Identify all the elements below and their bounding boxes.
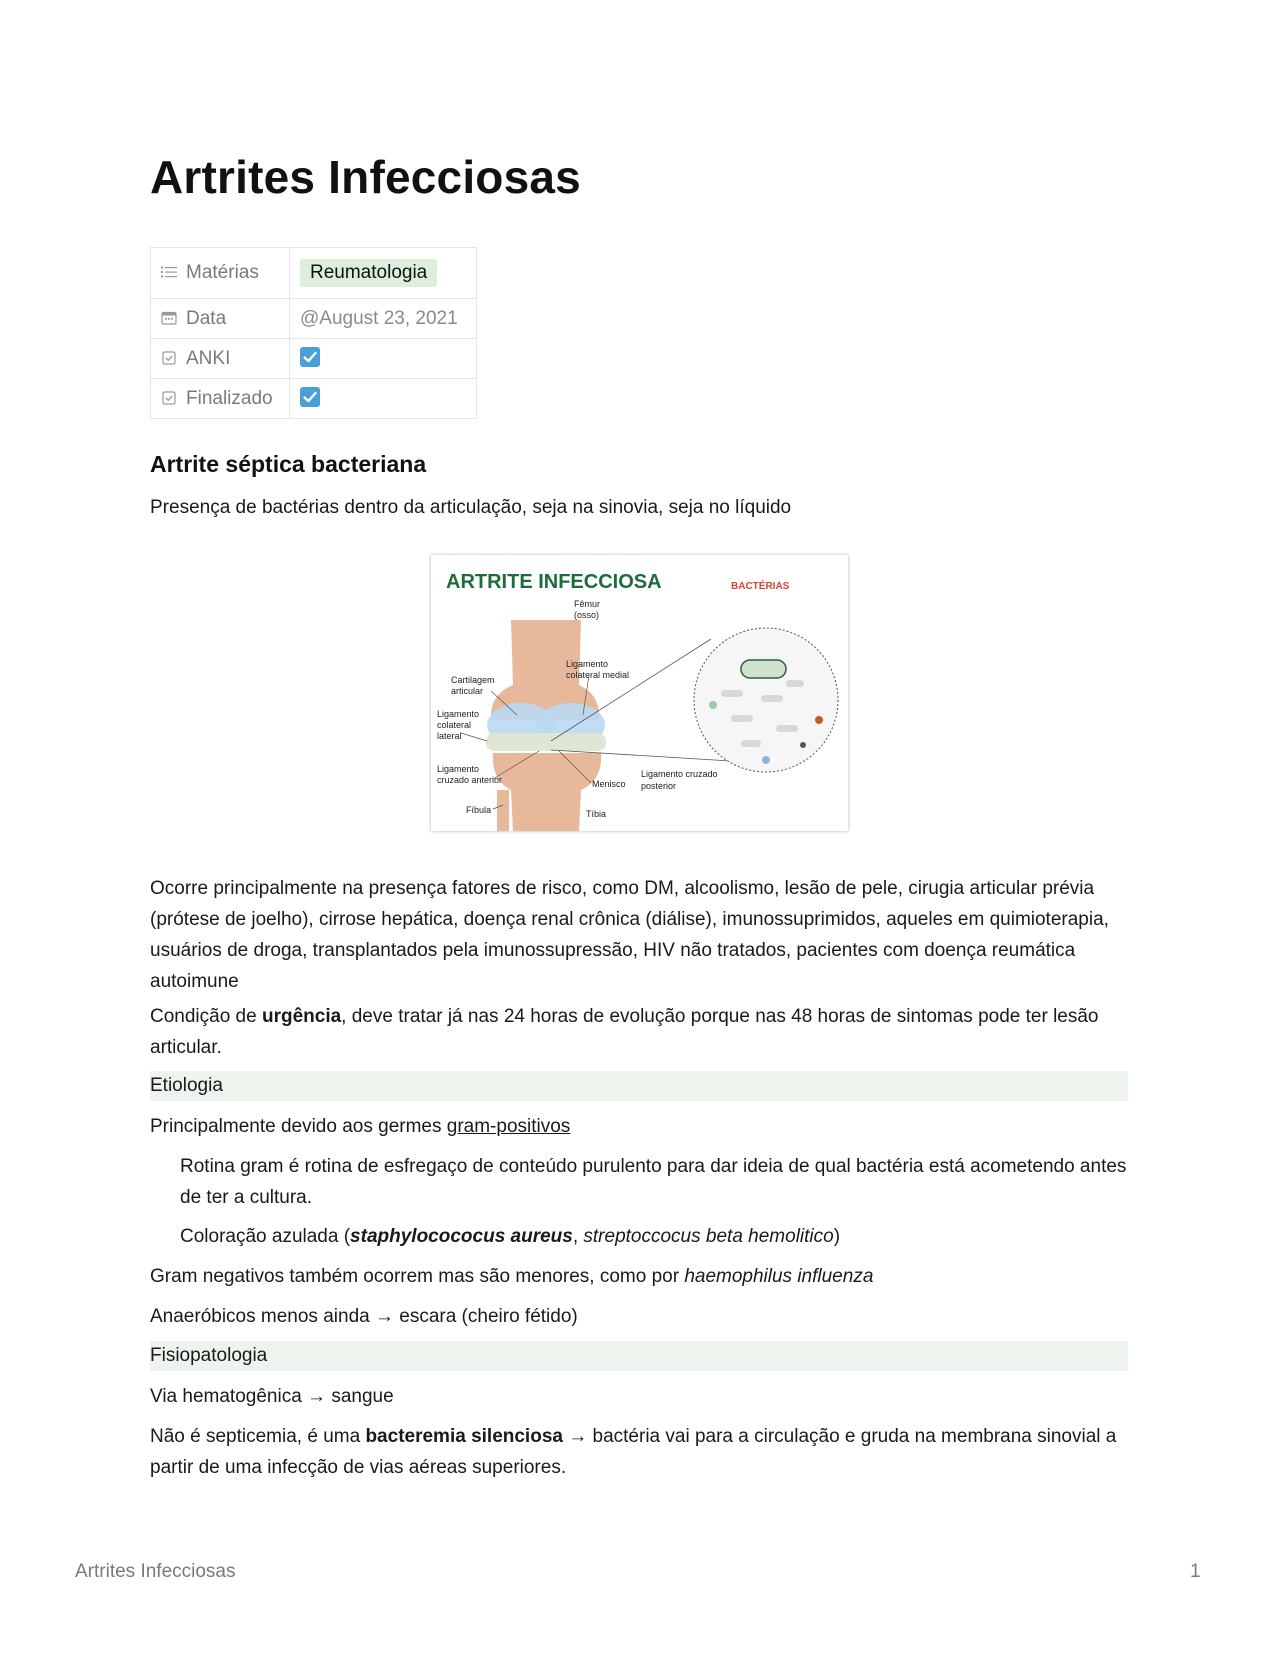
svg-text:Ligamento cruzado: Ligamento cruzado	[641, 769, 718, 779]
svg-text:(osso): (osso)	[574, 610, 600, 620]
property-row-materias	[151, 248, 477, 299]
property-value[interactable]	[290, 299, 477, 339]
bacterium	[731, 715, 753, 722]
bacterium	[721, 690, 743, 697]
property-row-anki	[151, 339, 477, 379]
coloracao-paragraph: Coloração azulada (staphylocococus aureus, streptoccocus beta hemolitico)	[180, 1226, 841, 1247]
bacterium-large	[741, 660, 786, 678]
property-value[interactable]	[290, 248, 477, 299]
property-label: Matérias	[151, 248, 290, 299]
bacterium	[786, 680, 804, 687]
knee-diagram-figure	[431, 555, 848, 831]
gram-positivos-link[interactable]: gram-positivos	[446, 1116, 571, 1137]
svg-text:lateral: lateral	[437, 731, 462, 741]
rotina-paragraph: Rotina gram é rotina de esfregaço de conteúdo purulento para dar ideia de qual bactéria está acometendo antes de ter a cultura.	[180, 1156, 1127, 1208]
calendar-icon	[161, 311, 177, 325]
property-row-data	[151, 299, 477, 339]
via-paragraph: Via hematogênica → sangue	[150, 1386, 394, 1407]
fisiopatologia-heading: Fisiopatologia	[150, 1341, 1128, 1371]
figure-title: ARTRITE INFECCIOSA	[446, 571, 662, 593]
property-value	[290, 379, 477, 419]
bacteria-label: BACTÉRIAS	[731, 581, 790, 592]
svg-text:Cartilagem: Cartilagem	[451, 675, 495, 685]
anaerobicos-paragraph: Anaeróbicos menos ainda → escara (cheiro fétido)	[150, 1306, 578, 1327]
subject-tag[interactable]: Reumatologia	[300, 259, 437, 287]
septicemia-paragraph: Não é septicemia, é uma bacteremia silenciosa → bactéria vai para a circulação e gruda na membrana sinovial a partir de uma infecção de vias aéreas superiores.	[150, 1426, 1117, 1478]
bacterium	[761, 695, 783, 702]
checkbox-icon	[161, 351, 177, 365]
svg-text:colateral: colateral	[437, 720, 472, 730]
gram-negativos-paragraph: Gram negativos também ocorrem mas são menores, como por haemophilus influenza	[150, 1266, 874, 1287]
bacterium	[800, 742, 806, 748]
bacterium	[776, 725, 798, 732]
etiologia-heading: Etiologia	[150, 1071, 1128, 1101]
checkbox-icon	[161, 391, 177, 405]
urgency-paragraph: Condição de urgência, deve tratar já nas 24 horas de evolução porque nas 48 horas de sintomas pode ter lesão articular.	[150, 1006, 1099, 1058]
bacterium	[741, 740, 761, 747]
svg-text:colateral medial: colateral medial	[566, 670, 630, 680]
intro-paragraph: Presença de bactérias dentro da articulação, seja na sinovia, seja no líquido	[150, 497, 792, 518]
svg-text:posterior: posterior	[641, 781, 677, 791]
check-icon	[300, 387, 320, 407]
check-icon	[300, 347, 320, 367]
property-row-finalizado	[151, 379, 477, 419]
tibia-bone	[493, 753, 601, 831]
properties-table	[150, 247, 477, 419]
date-value[interactable]: @August 23, 2021	[300, 307, 458, 329]
page-number: 1	[1190, 1561, 1201, 1582]
bacterium	[815, 716, 823, 724]
svg-text:Ligamento: Ligamento	[437, 709, 480, 719]
svg-text:Tíbia: Tíbia	[586, 809, 607, 819]
page-title: Artrites Infecciosas	[150, 151, 581, 203]
list-icon	[161, 265, 177, 279]
svg-text:Menisco: Menisco	[592, 779, 626, 789]
gram-paragraph: Principalmente devido aos germes gram-positivos	[150, 1116, 571, 1137]
knee-diagram	[431, 555, 848, 831]
property-value	[290, 339, 477, 379]
joint-capsule	[486, 733, 606, 751]
footer-title: Artrites Infecciosas	[75, 1561, 236, 1582]
finalizado-checkbox[interactable]	[300, 387, 320, 407]
property-label: ANKI	[151, 339, 290, 379]
section-heading: Artrite séptica bacteriana	[150, 451, 427, 477]
svg-text:articular: articular	[451, 686, 484, 696]
fibula-bone	[497, 790, 509, 831]
svg-text:Ligamento: Ligamento	[566, 659, 609, 669]
svg-text:Fêmur: Fêmur	[574, 599, 601, 609]
svg-text:Ligamento: Ligamento	[437, 764, 480, 774]
bacterium	[762, 756, 770, 764]
property-label: Finalizado	[151, 379, 290, 419]
svg-text:Fíbula: Fíbula	[466, 805, 492, 815]
bacterium	[709, 701, 717, 709]
risk-factors-paragraph: Ocorre principalmente na presença fatores de risco, como DM, alcoolismo, lesão de pele, cirugia articular prévia (prótese de joelho), cirrose hepática, doença renal crônica (diálise), imunossuprimidos, aqueles em quimioterapia, usuários de droga, transplantados pela imunossupressão, HIV não tratados, pacientes com doença reumática autoimune	[150, 878, 1109, 992]
anki-checkbox[interactable]	[300, 347, 320, 367]
property-label: Data	[151, 299, 290, 339]
svg-text:cruzado anterior: cruzado anterior	[437, 775, 503, 785]
